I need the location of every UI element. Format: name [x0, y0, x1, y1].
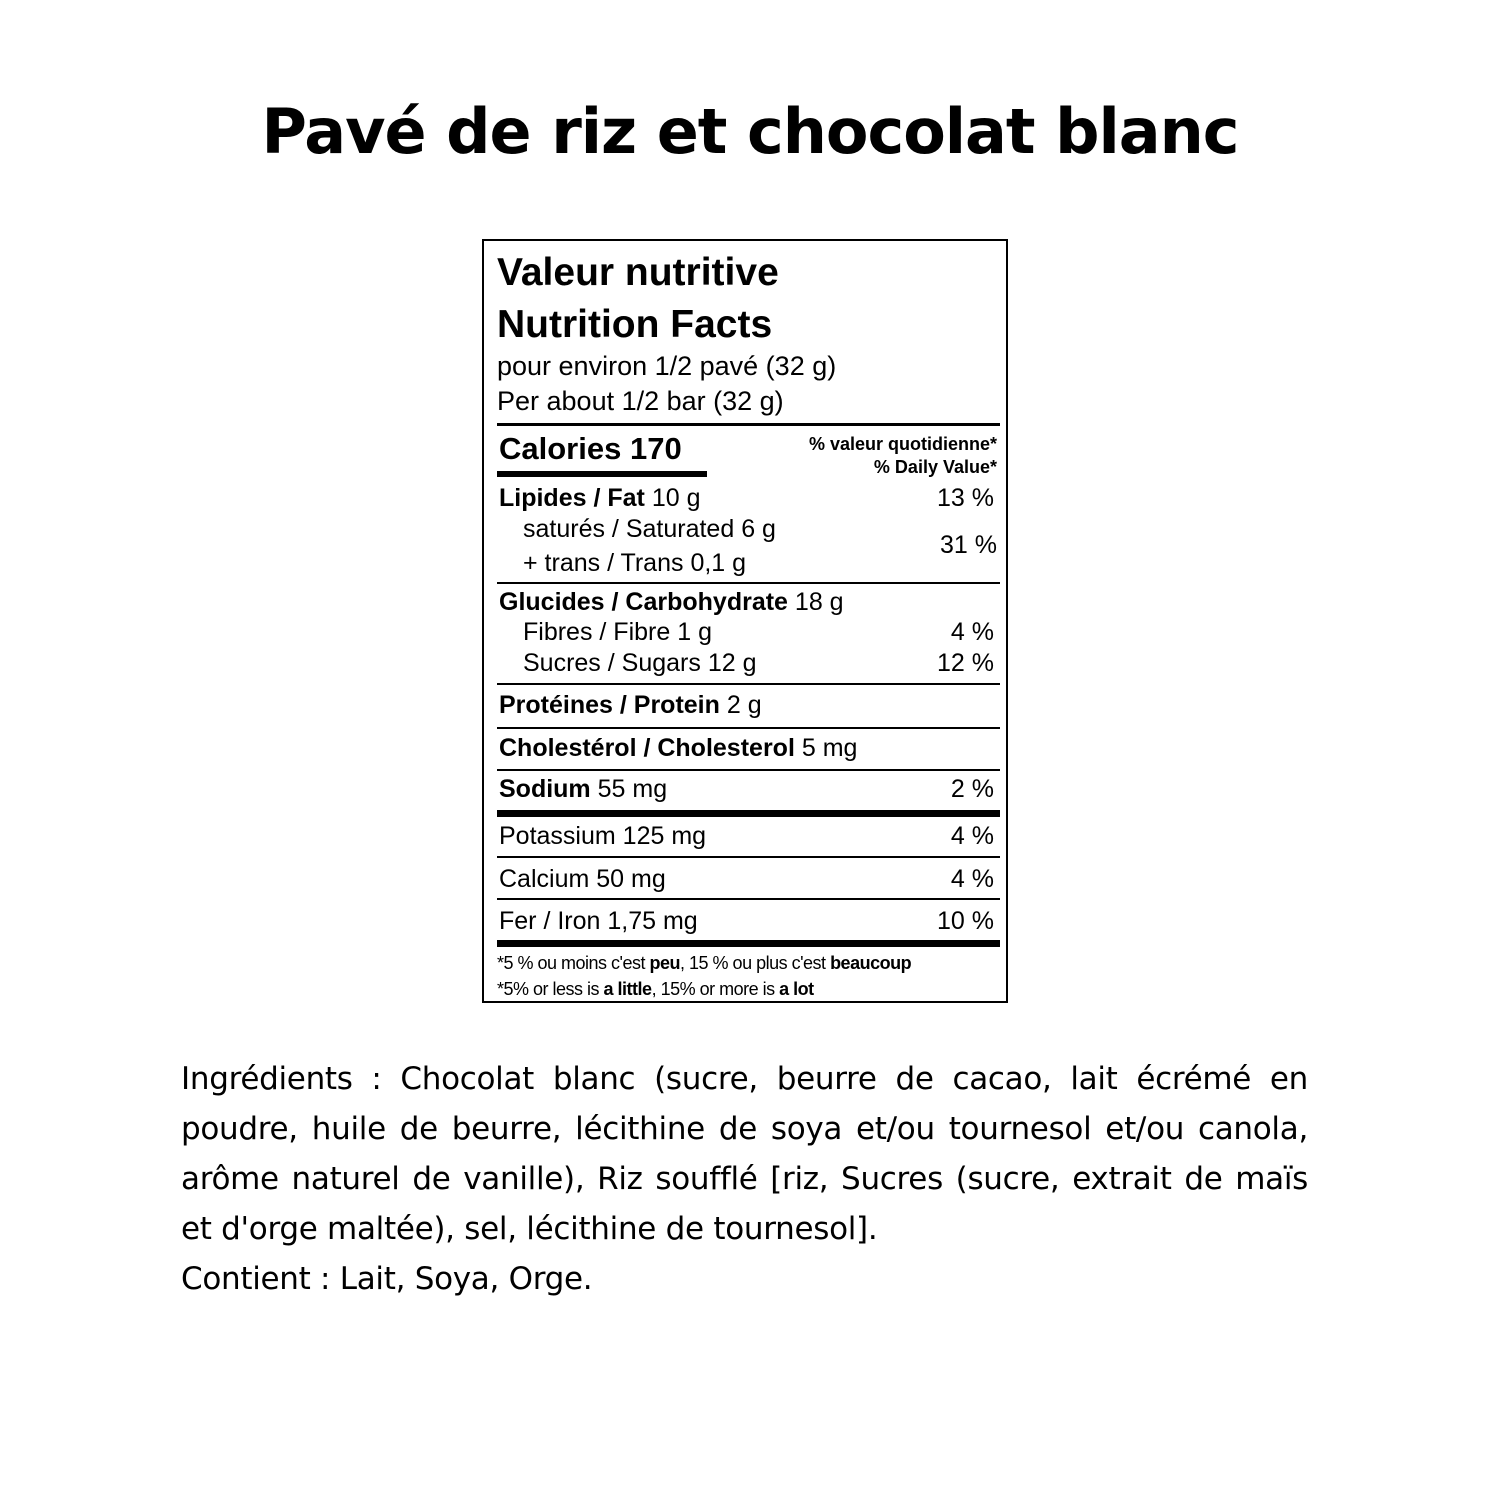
iron-name: Fer / Iron	[499, 907, 601, 935]
divider	[497, 683, 1000, 685]
sodium-amount: 55 mg	[597, 775, 668, 803]
potassium-name: Potassium	[499, 822, 616, 850]
sodium-pct: 2 %	[950, 775, 994, 803]
divider	[497, 769, 1000, 771]
sugars-name: Sucres / Sugars	[523, 649, 701, 677]
protein-amount: 2 g	[726, 691, 762, 719]
row-potassium	[497, 820, 1000, 852]
divider	[497, 423, 1000, 426]
row-cholesterol	[497, 732, 1000, 764]
saturated-name: saturés / Saturated	[523, 515, 735, 543]
divider	[497, 898, 1000, 900]
footnote-fr-text: , 15 % ou plus c'est	[680, 953, 831, 973]
sodium-name: Sodium	[499, 775, 591, 803]
calcium-pct: 4 %	[950, 865, 994, 893]
calories-label: Calories	[499, 431, 622, 466]
daily-value-header	[809, 433, 997, 479]
row-sodium	[497, 773, 1000, 805]
sat-trans-pct: 31 %	[940, 531, 997, 559]
footnote-fr-text: *5 % ou moins c'est	[497, 953, 650, 973]
fibre-pct: 4 %	[950, 618, 994, 646]
calcium-amount: 50 mg	[596, 865, 666, 893]
daily-value-fr: % valeur quotidienne*	[808, 434, 997, 454]
sugars-pct: 12 %	[937, 649, 994, 677]
daily-value-en: % Daily Value*	[873, 457, 997, 477]
row-protein	[497, 689, 1000, 721]
row-iron	[497, 905, 1000, 937]
trans-amount: 0,1 g	[690, 549, 747, 577]
potassium-pct: 4 %	[950, 822, 994, 850]
protein-name: Protéines / Protein	[499, 691, 720, 719]
row-carbohydrate	[497, 586, 1000, 618]
serving-size-fr: pour environ 1/2 pavé (32 g)	[497, 351, 837, 381]
cholesterol-amount: 5 mg	[801, 734, 858, 762]
serving-size-en: Per about 1/2 bar (32 g)	[497, 386, 784, 416]
fat-amount: 10 g	[651, 484, 701, 512]
trans-name: + trans / Trans	[523, 549, 684, 577]
footnote-en-bold: a little	[603, 979, 652, 999]
heading-fr: Valeur nutritive	[497, 251, 779, 294]
footnote-en-text: *5% or less is	[497, 979, 604, 999]
row-fat	[497, 482, 1000, 514]
calcium-name: Calcium	[499, 865, 590, 893]
fibre-amount: 1 g	[677, 618, 712, 646]
calories	[499, 429, 682, 469]
row-sugars	[497, 647, 1000, 679]
ingredients-text: Ingrédients : Chocolat blanc (sucre, beurre de cacao, lait écrémé en poudre, huile de beurre, lécithine de soya et/ou tournesol et/ou canola, arôme naturel de vanille), Riz soufflé [riz, Sucres (sucre, extrait de maïs et d'orge maltée), sel, lécithine de tournesol].	[181, 1061, 1308, 1247]
divider	[497, 727, 1000, 729]
carb-name: Glucides / Carbohydrate	[499, 588, 788, 616]
iron-pct: 10 %	[937, 907, 994, 935]
sugars-amount: 12 g	[707, 649, 757, 677]
row-trans	[497, 547, 1000, 579]
allergens-text: Contient : Lait, Soya, Orge.	[181, 1261, 593, 1297]
divider	[497, 856, 1000, 858]
nutrition-facts-table	[482, 239, 1008, 1003]
footnote-en-text: , 15% or more is	[651, 979, 780, 999]
saturated-amount: 6 g	[741, 515, 776, 543]
thick-divider	[497, 940, 1000, 947]
row-fibre	[497, 616, 1000, 648]
divider	[497, 582, 1000, 584]
cholesterol-name: Cholestérol / Cholesterol	[499, 734, 795, 762]
footnote-en	[497, 977, 814, 1001]
row-saturated	[497, 513, 1000, 545]
footnote-fr-bold: beaucoup	[830, 953, 912, 973]
potassium-amount: 125 mg	[622, 822, 707, 850]
footnote-fr	[497, 951, 911, 975]
thick-divider	[497, 810, 1000, 817]
fibre-name: Fibres / Fibre	[523, 618, 671, 646]
row-calcium	[497, 863, 1000, 895]
calories-value: 170	[629, 431, 682, 466]
iron-amount: 1,75 mg	[607, 907, 698, 935]
fat-pct: 13 %	[937, 484, 994, 512]
footnote-en-bold: a lot	[779, 979, 814, 999]
page-title: Pavé de riz et chocolat blanc	[261, 95, 1239, 168]
footnote-fr-bold: peu	[649, 953, 681, 973]
carb-amount: 18 g	[794, 588, 844, 616]
calories-underline	[497, 471, 707, 477]
fat-name: Lipides / Fat	[499, 484, 645, 512]
heading-en: Nutrition Facts	[497, 303, 773, 346]
